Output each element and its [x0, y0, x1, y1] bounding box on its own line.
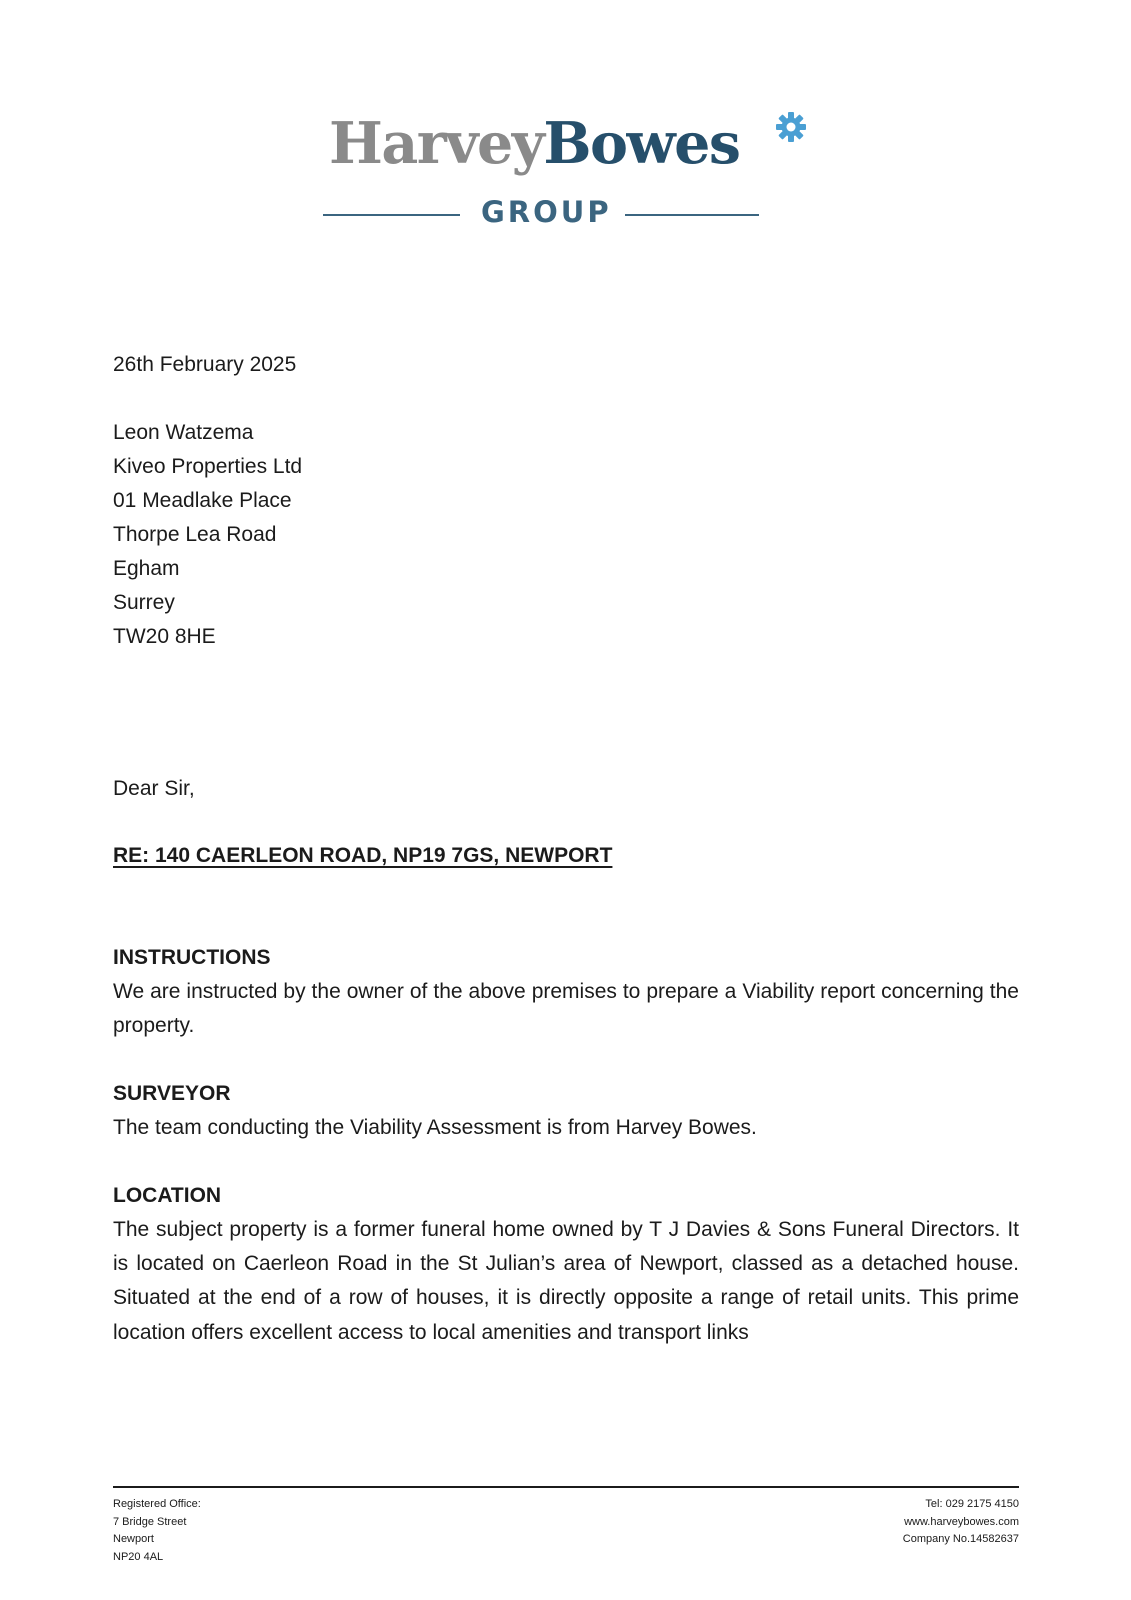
gear-icon — [774, 110, 808, 144]
telephone: Tel: 029 2175 4150 — [925, 1498, 1019, 1510]
logo-bowes: Bowes — [543, 110, 740, 177]
company-number: Company No.14582637 — [902, 1533, 1019, 1546]
instructions-text: We are instructed by the owner of the above premises to prepare a Viability report concerning the property. — [113, 980, 1019, 1038]
company-logo — [320, 108, 800, 238]
instructions-heading: INSTRUCTIONS — [113, 946, 271, 969]
contact-details — [860, 1496, 1019, 1549]
logo-group: GROUP — [481, 195, 612, 229]
registered-office — [113, 1496, 201, 1566]
surveyor-text: The team conducting the Viability Assessment is from Harvey Bowes. — [113, 1116, 757, 1139]
letter-date: 26th February 2025 — [113, 353, 297, 376]
office-street: 7 Bridge Street — [113, 1515, 187, 1528]
subject-line: RE: 140 CAERLEON ROAD, NP19 7GS, NEWPORT — [113, 844, 613, 867]
location-heading: LOCATION — [113, 1184, 222, 1207]
footer-divider — [113, 1486, 1019, 1488]
office-label: Registered Office: — [113, 1498, 201, 1510]
logo-harvey: Harvey — [329, 110, 544, 177]
location-text: The subject property is a former funeral home owned by T J Davies & Sons Funeral Directors. It is located on Caerleon Road in the St Julian’s area of Newport, classed as a detached house. Situated at the end of a row of houses, it is directly opposite a range of retail units. This prime location offers excellent access to local amenities and transport links — [113, 1218, 1019, 1344]
recipient-address-line1: 01 Meadlake Place — [113, 489, 292, 512]
logo-wordmark — [329, 110, 739, 178]
office-postcode: NP20 4AL — [113, 1550, 164, 1563]
recipient-town: Egham — [113, 557, 180, 580]
recipient-postcode: TW20 8HE — [113, 625, 216, 648]
salutation: Dear Sir, — [113, 777, 195, 800]
website-link[interactable]: www.harveybowes.com — [904, 1515, 1019, 1528]
logo-rule-right — [625, 214, 759, 216]
surveyor-heading: SURVEYOR — [113, 1082, 231, 1105]
office-town: Newport — [113, 1533, 154, 1546]
recipient-address-line2: Thorpe Lea Road — [113, 523, 277, 546]
recipient-company: Kiveo Properties Ltd — [113, 455, 303, 478]
recipient-name: Leon Watzema — [113, 421, 254, 444]
logo-rule-left — [323, 214, 460, 216]
recipient-county: Surrey — [113, 591, 175, 614]
